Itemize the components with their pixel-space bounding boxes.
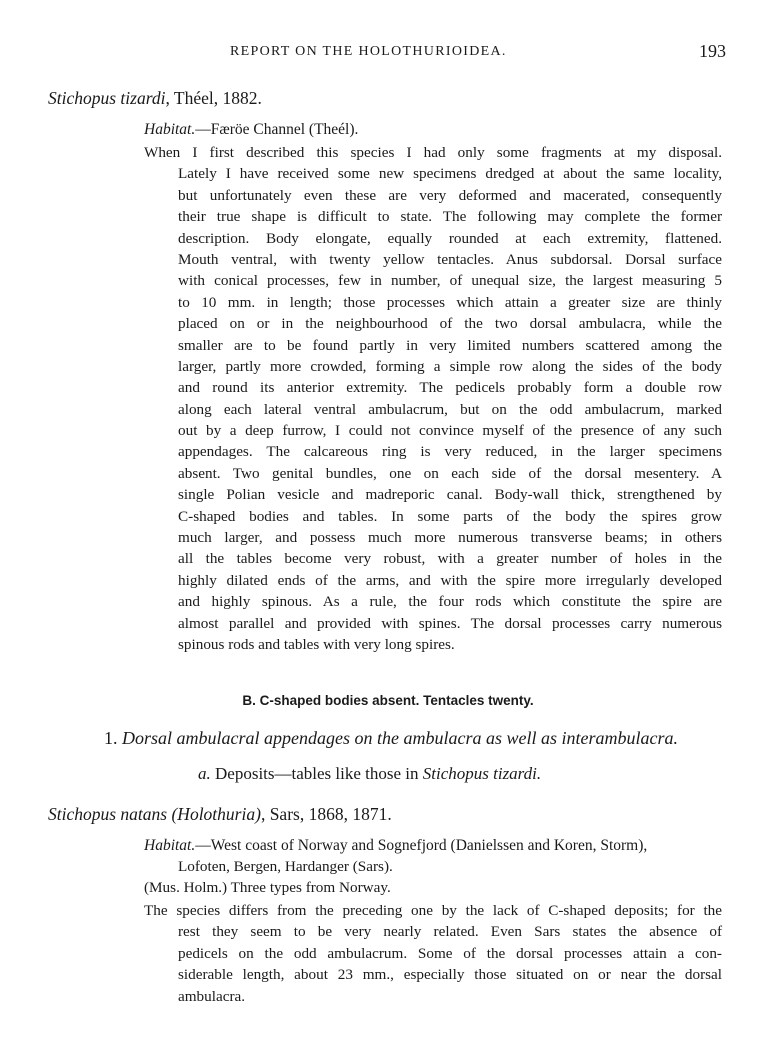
text-line: appendages. The calcareous ring is very reduced, in the larger specimens (178, 443, 722, 461)
running-title: REPORT ON THE HOLOTHURIOIDEA. (230, 44, 507, 59)
text-line: but unfortunately even these are very deformed and macerated, consequently (178, 186, 722, 204)
text-line: highly dilated ends of the arms, and with the spire more irregularly developed (178, 571, 722, 589)
text-line: with conical processes, few in number, of unequal size, the largest measuring 5 (178, 272, 722, 290)
text-line: pedicels on the odd ambulacrum. Some of the dorsal processes attain a con- (178, 944, 722, 962)
key-item-1 (104, 728, 678, 749)
text-line: The species differs from the preceding one by the lack of C-shaped deposits; for the (144, 902, 722, 919)
text-line: all the tables become very robust, with a greater number of holes in the (178, 550, 722, 568)
key-item-a (198, 764, 541, 784)
habitat-natans (144, 837, 722, 855)
text-line: Mouth ventral, with twenty yellow tentacles. Anus subdorsal. Dorsal surface (178, 250, 722, 268)
species-genus: Stichopus natans (48, 804, 172, 824)
species-heading-natans (48, 804, 392, 825)
text-line: almost parallel and provided with spines. The dorsal processes carry numerous (178, 614, 722, 632)
text-line: their true shape is difficult to state. The following may complete the former (178, 208, 722, 226)
species-synonym: (Holothuria) (171, 804, 261, 824)
description-natans (144, 900, 722, 1007)
species-name: Stichopus tizardi (48, 88, 166, 108)
species-authority: , Théel, 1882. (165, 88, 262, 108)
key-number: 1. (104, 728, 118, 748)
text-line: to 10 mm. in length; those processes which attain a greater size are thinly (178, 293, 722, 311)
text-line: description. Body elongate, equally rounded at each extremity, flattened. (178, 229, 722, 247)
text-line: When I first described this species I had only some fragments at my disposal. (144, 144, 722, 161)
museum-line: (Mus. Holm.) Three types from Norway. (144, 879, 391, 896)
page-number: 193 (699, 41, 726, 61)
text-line: and round its anterior extremity. The pedicels probably form a double row (178, 379, 722, 397)
text-line: larger, partly more crowded, forming a simple row along the sides of the body (178, 357, 722, 375)
text-line: placed on or in the neighbourhood of the two dorsal ambulacra, while the (178, 315, 722, 333)
text-line: Lately I have received some new specimens dredged at about the same locality, (178, 165, 722, 183)
text-line: ambulacra. (178, 987, 246, 1005)
habitat-line-1: —West coast of Norway and Sognefjord (Danielssen and Koren, Storm), (195, 837, 648, 854)
habitat-text: —Færöe Channel (Theél). (195, 121, 359, 138)
key-letter: a. (198, 764, 211, 783)
text-line: single Polian vesicle and madreporic canal. Body-wall thick, strengthened by (178, 486, 722, 504)
text-line: along each lateral ventral ambulacrum, but on the odd ambulacrum, marked (178, 400, 722, 418)
habitat-label: Habitat. (144, 121, 196, 138)
species-authority: , Sars, 1868, 1871. (260, 804, 392, 824)
species-heading-tizardi (48, 88, 262, 109)
text-line: out by a deep furrow, I could not convince myself of the presence of any such (178, 422, 722, 440)
key-text: Dorsal ambulacral appendages on the ambulacra as well as interambulacra. (122, 728, 678, 748)
key-a-text: Deposits—tables like those in (215, 764, 423, 783)
habitat-label: Habitat. (144, 837, 196, 854)
key-a-species: Stichopus tizardi. (422, 764, 542, 783)
text-line: absent. Two genital bundles, one on each side of the dorsal mesentery. A (178, 464, 722, 482)
text-line: C-shaped bodies and tables. In some parts of the body the spires grow (178, 507, 722, 525)
text-line: much larger, and possess much more numerous transverse beams; in others (178, 529, 722, 547)
text-line: spinous rods and tables with very long spires. (178, 635, 455, 653)
section-heading-b: B. C-shaped bodies absent. Tentacles twenty. (242, 693, 534, 708)
habitat-tizardi (144, 121, 358, 139)
description-tizardi (144, 142, 722, 655)
text-line: siderable length, about 23 mm., especially those situated on or near the dorsal (178, 966, 722, 984)
text-line: rest they seem to be very nearly related. Even Sars states the absence of (178, 923, 722, 941)
text-line: smaller are to be found partly in very limited numbers scattered among the (178, 336, 722, 354)
habitat-line-2: Lofoten, Bergen, Hardanger (Sars). (178, 858, 393, 875)
text-line: and highly spinous. As a rule, the four rods which constitute the spire are (178, 593, 722, 611)
